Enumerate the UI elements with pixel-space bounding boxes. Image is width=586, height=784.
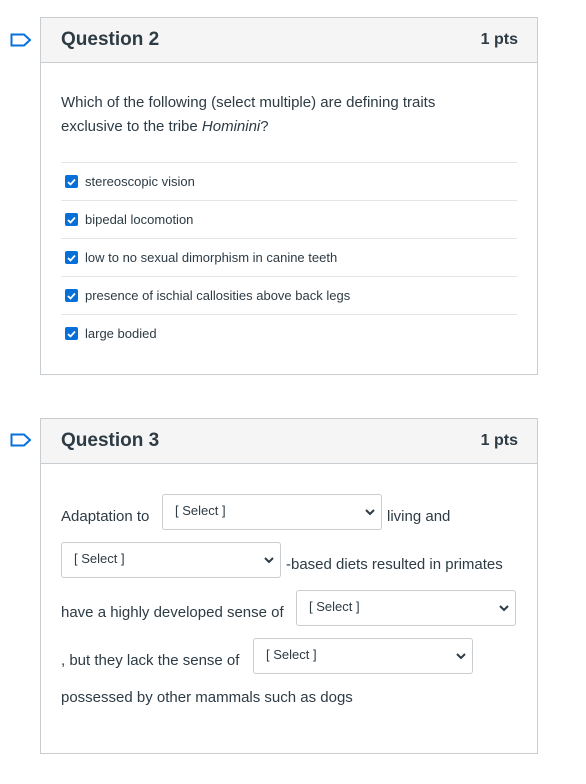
question-header: [41, 18, 537, 63]
question-header: [41, 419, 537, 464]
checkbox-checked-icon[interactable]: [65, 213, 78, 226]
question-title: Question 3: [61, 430, 160, 451]
answer-option[interactable]: [61, 238, 517, 276]
answer-label: stereoscopic vision: [85, 174, 195, 189]
checkbox-checked-icon[interactable]: [65, 251, 78, 264]
question-text-segment: -based diets resulted in primates: [286, 556, 503, 573]
bookmark-icon[interactable]: [10, 33, 32, 47]
question-text: [61, 91, 481, 139]
question-text-segment: Adaptation to: [61, 508, 150, 525]
question-points: 1 pts: [480, 31, 518, 48]
question-text-part: ?: [260, 118, 269, 135]
question-text-segment: living and: [387, 508, 451, 525]
question-text-segment: , but they lack the sense of: [61, 652, 240, 669]
answer-dropdown-1[interactable]: [162, 494, 382, 530]
answer-dropdown-3[interactable]: [296, 590, 516, 626]
answer-label: presence of ischial callosities above back legs: [85, 288, 351, 303]
question-text-part: Which of the following (select multiple) are defining traits exclusive to the tribe: [61, 94, 436, 135]
answer-option[interactable]: [61, 314, 517, 352]
question-text-segment: have a highly developed sense of: [61, 604, 284, 621]
chevron-down-icon: [264, 557, 274, 564]
answer-list: [61, 162, 517, 352]
answer-option[interactable]: [61, 200, 517, 238]
answer-label: low to no sexual dimorphism in canine teeth: [85, 250, 338, 265]
answer-dropdown-4[interactable]: [253, 638, 473, 674]
answer-label: bipedal locomotion: [85, 212, 194, 227]
checkbox-checked-icon[interactable]: [65, 327, 78, 340]
question-title: Question 2: [61, 29, 160, 50]
answer-option[interactable]: [61, 162, 517, 200]
dropdown-value: [ Select ]: [266, 647, 317, 662]
question-2: [40, 17, 538, 375]
dropdown-value: [ Select ]: [309, 599, 360, 614]
answer-dropdown-2[interactable]: [61, 542, 281, 578]
dropdown-value: [ Select ]: [175, 503, 226, 518]
answer-option[interactable]: [61, 276, 517, 314]
chevron-down-icon: [499, 605, 509, 612]
checkbox-checked-icon[interactable]: [65, 289, 78, 302]
chevron-down-icon: [456, 653, 466, 660]
dropdown-value: [ Select ]: [74, 551, 125, 566]
bookmark-icon[interactable]: [10, 433, 32, 447]
question-points: 1 pts: [480, 432, 518, 449]
answer-label: large bodied: [85, 326, 157, 341]
checkbox-checked-icon[interactable]: [65, 175, 78, 188]
question-text-italic: Hominini: [201, 118, 261, 135]
chevron-down-icon: [365, 509, 375, 516]
question-3: [40, 418, 538, 754]
question-text-segment: possessed by other mammals such as dogs: [61, 689, 353, 706]
